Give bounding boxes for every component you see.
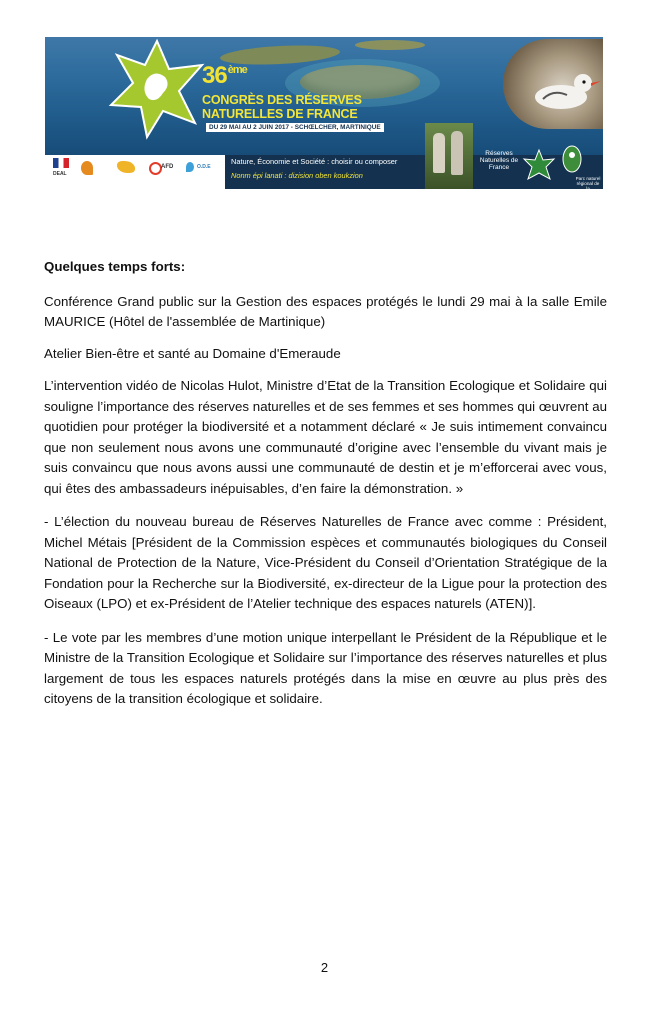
congress-tagline: Nature, Économie et Société : choisir ou composer xyxy=(231,157,398,166)
paragraph-hulot: L’intervention vidéo de Nicolas Hulot, Ministre d’Etat de la Transition Ecologique et Solidaire qui souligne l’importance des réserves naturelles et de ses femmes et ses hommes qui œuvrent au quotidien pour protéger la biodiversité et a notamment déclaré « Je suis intimement convaincu que non seulement nous avons une communauté d’origine avec l’ensemble du vivant mais je suis convaincu que nous avons aussi une communauté de destin et je m’efforcerai avec vous, qui êtes des ambassadeurs inépuisables, d’en faire la démonstration. » xyxy=(44,378,607,496)
edition-number xyxy=(202,64,247,88)
partner-afd: AFD xyxy=(161,164,174,170)
hiker-figure xyxy=(433,133,445,173)
partner-deal: DEAL xyxy=(53,171,67,177)
hiker-figure xyxy=(451,131,463,175)
congress-star-logo xyxy=(107,39,207,139)
congress-dates: DU 29 MAI AU 2 JUIN 2017 - SCHŒLCHER, MARTINIQUE xyxy=(206,123,384,132)
island-top-right xyxy=(355,40,425,50)
section-heading: Quelques temps forts: xyxy=(44,259,186,274)
republique-francaise-logo xyxy=(53,158,69,168)
congress-tagline-creole: Nonm épi lanati : dizision oben koukzion xyxy=(231,171,363,180)
hikers-photo xyxy=(425,123,473,189)
tropicbird-icon xyxy=(503,39,603,129)
document-body xyxy=(44,257,607,710)
congress-title-line2: NATURELLES DE FRANCE xyxy=(202,107,358,121)
region-logo-icon xyxy=(117,161,135,173)
pnr-logo-text: Parc naturel régional de la Martinique xyxy=(575,176,601,196)
rnf-star-logo xyxy=(523,149,555,181)
paragraph-atelier: Atelier Bien-être et santé au Domaine d'Emeraude xyxy=(44,345,341,361)
congress-title-line1: CONGRÈS DES RÉSERVES xyxy=(202,93,362,107)
congress-banner xyxy=(45,37,603,196)
rnf-logo-text: Réserves Naturelles de France xyxy=(479,150,519,171)
partner-logos xyxy=(45,155,225,189)
partner-ode: O.D.E xyxy=(197,164,211,170)
edition-number-value: 36 xyxy=(202,62,227,89)
page-number: 2 xyxy=(320,960,329,975)
edition-suffix: ème xyxy=(227,64,247,76)
paragraph-election: - L’élection du nouveau bureau de Réserves Naturelles de France avec comme : Président, Michel Métais [Président de la Commission espèces et communautés biologiques du Conseil National de Protection de la Nature, Vice-Président du Conseil d’Orientation Stratégique de la Fondation pour la Recherche sur la Biodiversité, ex-directeur de la Ligue pour la protection des Oiseaux (LPO) et ex-Président de l’Atelier technique des espaces naturels (ATEN)]. xyxy=(44,514,607,611)
pnr-logo xyxy=(561,145,583,175)
paragraph-motion: - Le vote par les membres d’une motion unique interpellant le Président de la République et le Ministre de la Transition Ecologique et Solidaire sur l’importance des réserves naturelles et plus largement de tous les espaces naturels protégés dans la mise en œuvre au plus près des citoyens de la transition écologique et solidaire. xyxy=(44,629,607,706)
bird-photo xyxy=(503,39,603,129)
paragraph-conference: Conférence Grand public sur la Gestion des espaces protégés le lundi 29 mai à la salle Emile MAURICE (Hôtel de l'assemblée de Martinique) xyxy=(44,293,607,329)
colibri-logo-icon xyxy=(81,161,93,175)
ode-logo-icon xyxy=(186,162,194,172)
